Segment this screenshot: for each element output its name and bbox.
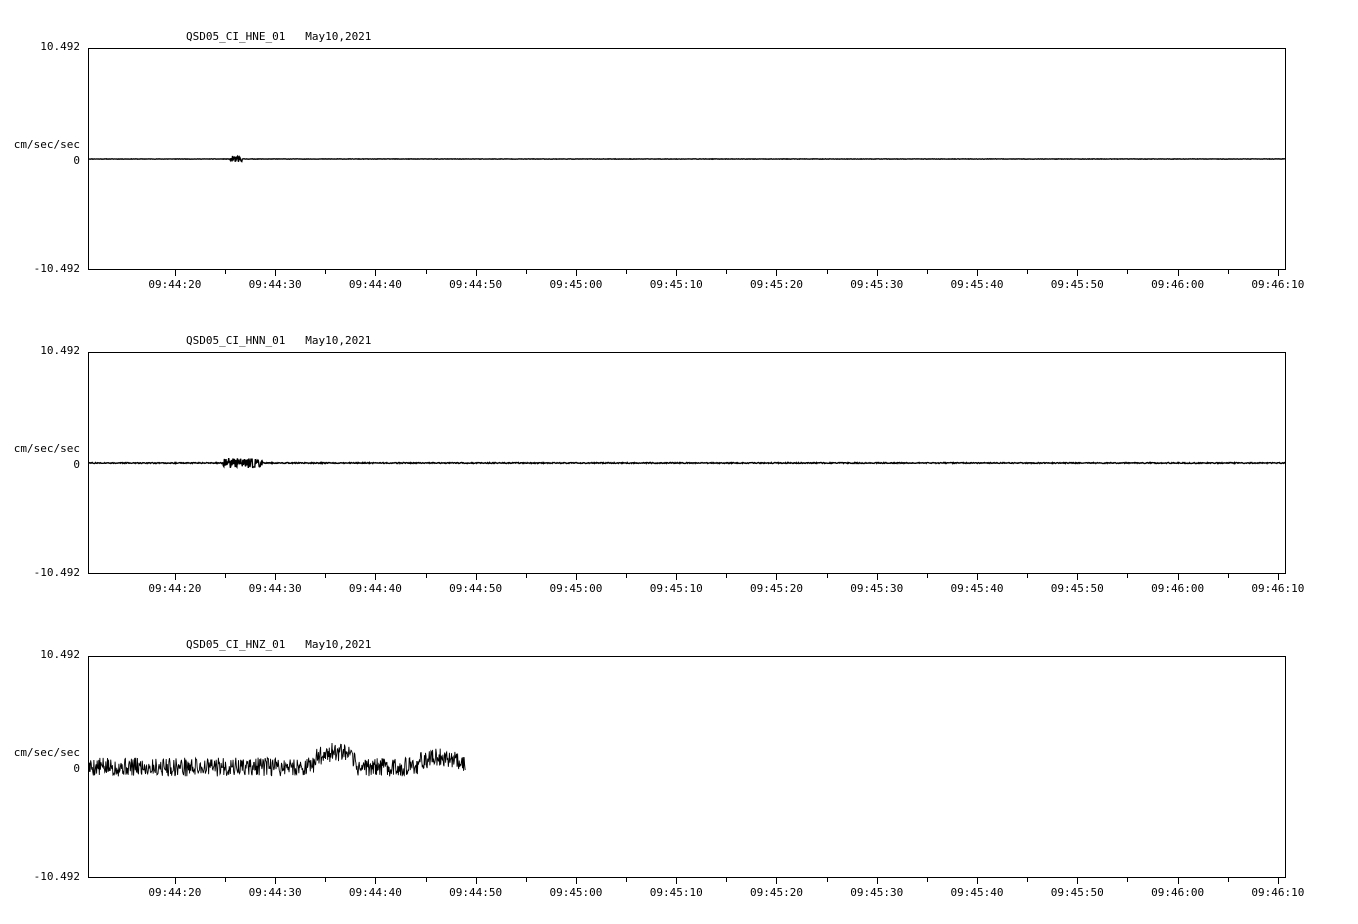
x-axis-tick — [877, 878, 878, 884]
x-axis-minor-tick — [726, 574, 727, 578]
x-axis-minor-tick — [526, 878, 527, 882]
waveform-trace-hnn — [89, 353, 1285, 573]
x-axis-tick-label: 09:46:00 — [1151, 886, 1205, 899]
panel-title-hne: QSD05_CI_HNE_01 May10,2021 — [186, 30, 372, 43]
x-axis-labels-hnn — [0, 582, 1358, 598]
x-axis-minor-tick — [726, 878, 727, 882]
x-axis-tick-label: 09:46:00 — [1151, 278, 1205, 291]
x-axis-tick — [776, 270, 777, 276]
x-axis-tick — [676, 270, 677, 276]
x-axis-minor-tick — [1228, 270, 1229, 274]
x-axis-minor-tick — [827, 574, 828, 578]
x-axis-tick-label: 09:45:30 — [850, 278, 904, 291]
x-axis-tick-label: 09:46:10 — [1251, 278, 1305, 291]
x-axis-tick-label: 09:44:30 — [248, 582, 302, 595]
x-axis-tick-label: 09:44:20 — [148, 582, 202, 595]
x-axis-tick — [877, 270, 878, 276]
x-axis-minor-tick — [225, 574, 226, 578]
x-axis-minor-tick — [726, 270, 727, 274]
x-axis-tick-label: 09:45:10 — [649, 886, 703, 899]
x-axis-tick-label: 09:44:20 — [148, 886, 202, 899]
x-axis-labels-hne — [0, 278, 1358, 294]
x-axis-tick — [977, 878, 978, 884]
x-axis-tick-label: 09:44:30 — [248, 886, 302, 899]
x-axis-minor-tick — [626, 270, 627, 274]
x-axis-tick-label: 09:45:50 — [1050, 582, 1104, 595]
y-axis-units-label-hne: cm/sec/sec — [13, 138, 80, 151]
x-axis-tick — [1178, 270, 1179, 276]
y-axis-units-label-hnz: cm/sec/sec — [13, 746, 80, 759]
x-axis-tick-label: 09:45:20 — [749, 886, 803, 899]
y-axis-zero-label-hne: 0 — [73, 154, 80, 167]
x-axis-tick-label: 09:44:50 — [449, 886, 503, 899]
x-axis-minor-tick — [426, 270, 427, 274]
x-axis-minor-tick — [426, 878, 427, 882]
x-axis-tick — [1278, 270, 1279, 276]
x-axis-tick-label: 09:44:20 — [148, 278, 202, 291]
y-axis-max-label-hnn: 10.492 — [40, 344, 80, 357]
x-axis-tick-label: 09:46:00 — [1151, 582, 1205, 595]
x-axis-tick-label: 09:45:30 — [850, 886, 904, 899]
x-axis-tick-label: 09:44:50 — [449, 278, 503, 291]
x-axis-tick — [275, 878, 276, 884]
x-axis-tick — [476, 574, 477, 580]
x-axis-tick — [877, 574, 878, 580]
x-axis-tick-label: 09:45:50 — [1050, 886, 1104, 899]
x-axis-minor-tick — [526, 270, 527, 274]
x-axis-minor-tick — [927, 270, 928, 274]
x-axis-tick-label: 09:45:40 — [950, 278, 1004, 291]
panel-title-hnz: QSD05_CI_HNZ_01 May10,2021 — [186, 638, 372, 651]
x-axis-minor-tick — [426, 574, 427, 578]
y-axis-zero-label-hnn: 0 — [73, 458, 80, 471]
x-axis-tick — [1278, 574, 1279, 580]
y-axis-zero-label-hnz: 0 — [73, 762, 80, 775]
x-axis-tick-label: 09:45:10 — [649, 278, 703, 291]
x-axis-ticks-hnn — [88, 574, 1286, 582]
y-axis-max-label-hne: 10.492 — [40, 40, 80, 53]
x-axis-tick-label: 09:44:30 — [248, 278, 302, 291]
x-axis-minor-tick — [225, 270, 226, 274]
x-axis-tick — [476, 270, 477, 276]
x-axis-tick — [375, 270, 376, 276]
x-axis-tick-label: 09:44:40 — [348, 886, 402, 899]
x-axis-tick — [175, 270, 176, 276]
x-axis-minor-tick — [1228, 574, 1229, 578]
plot-area-hne — [88, 48, 1286, 270]
x-axis-tick-label: 09:45:40 — [950, 582, 1004, 595]
x-axis-ticks-hnz — [88, 878, 1286, 886]
x-axis-tick-label: 09:46:10 — [1251, 582, 1305, 595]
x-axis-tick — [676, 878, 677, 884]
x-axis-tick — [1077, 270, 1078, 276]
x-axis-tick-label: 09:44:40 — [348, 278, 402, 291]
x-axis-tick — [776, 878, 777, 884]
x-axis-minor-tick — [927, 574, 928, 578]
x-axis-tick — [576, 574, 577, 580]
y-axis-min-label-hnz: -10.492 — [33, 870, 80, 883]
x-axis-minor-tick — [526, 574, 527, 578]
y-axis-min-label-hnn: -10.492 — [33, 566, 80, 579]
x-axis-tick — [275, 574, 276, 580]
x-axis-minor-tick — [626, 878, 627, 882]
x-axis-tick-label: 09:45:40 — [950, 886, 1004, 899]
y-axis-min-label-hne: -10.492 — [33, 262, 80, 275]
x-axis-tick — [476, 878, 477, 884]
x-axis-tick — [1178, 878, 1179, 884]
x-axis-minor-tick — [1027, 574, 1028, 578]
x-axis-tick-label: 09:45:20 — [749, 582, 803, 595]
x-axis-tick — [275, 270, 276, 276]
x-axis-tick — [375, 574, 376, 580]
seismogram-panel-hne — [0, 18, 1358, 291]
x-axis-minor-tick — [1127, 574, 1128, 578]
x-axis-tick-label: 09:45:00 — [549, 886, 603, 899]
x-axis-minor-tick — [325, 270, 326, 274]
y-axis-units-label-hnn: cm/sec/sec — [13, 442, 80, 455]
plot-area-hnn — [88, 352, 1286, 574]
plot-area-hnz — [88, 656, 1286, 878]
x-axis-tick — [676, 574, 677, 580]
x-axis-tick-label: 09:45:20 — [749, 278, 803, 291]
x-axis-tick — [175, 574, 176, 580]
x-axis-tick — [175, 878, 176, 884]
x-axis-minor-tick — [325, 878, 326, 882]
x-axis-minor-tick — [927, 878, 928, 882]
waveform-trace-hnz — [89, 657, 1285, 877]
x-axis-tick — [1278, 878, 1279, 884]
x-axis-tick — [576, 878, 577, 884]
x-axis-tick-label: 09:45:50 — [1050, 278, 1104, 291]
x-axis-minor-tick — [1127, 878, 1128, 882]
x-axis-tick-label: 09:44:40 — [348, 582, 402, 595]
x-axis-tick-label: 09:46:10 — [1251, 886, 1305, 899]
seismogram-panel-hnn — [0, 322, 1358, 595]
x-axis-tick — [776, 574, 777, 580]
x-axis-tick-label: 09:45:00 — [549, 278, 603, 291]
x-axis-tick — [375, 878, 376, 884]
seismogram-panel-hnz — [0, 626, 1358, 906]
x-axis-minor-tick — [827, 270, 828, 274]
x-axis-tick-label: 09:44:50 — [449, 582, 503, 595]
x-axis-minor-tick — [626, 574, 627, 578]
x-axis-minor-tick — [1027, 270, 1028, 274]
x-axis-minor-tick — [1127, 270, 1128, 274]
x-axis-ticks-hne — [88, 270, 1286, 278]
x-axis-tick — [977, 270, 978, 276]
x-axis-minor-tick — [827, 878, 828, 882]
x-axis-tick — [1178, 574, 1179, 580]
x-axis-tick-label: 09:45:10 — [649, 582, 703, 595]
x-axis-tick — [576, 270, 577, 276]
x-axis-minor-tick — [1027, 878, 1028, 882]
x-axis-tick — [977, 574, 978, 580]
x-axis-labels-hnz — [0, 886, 1358, 902]
x-axis-minor-tick — [225, 878, 226, 882]
x-axis-tick — [1077, 574, 1078, 580]
x-axis-tick — [1077, 878, 1078, 884]
x-axis-tick-label: 09:45:30 — [850, 582, 904, 595]
x-axis-tick-label: 09:45:00 — [549, 582, 603, 595]
panel-title-hnn: QSD05_CI_HNN_01 May10,2021 — [186, 334, 372, 347]
x-axis-minor-tick — [1228, 878, 1229, 882]
y-axis-max-label-hnz: 10.492 — [40, 648, 80, 661]
waveform-trace-hne — [89, 49, 1285, 269]
x-axis-minor-tick — [325, 574, 326, 578]
